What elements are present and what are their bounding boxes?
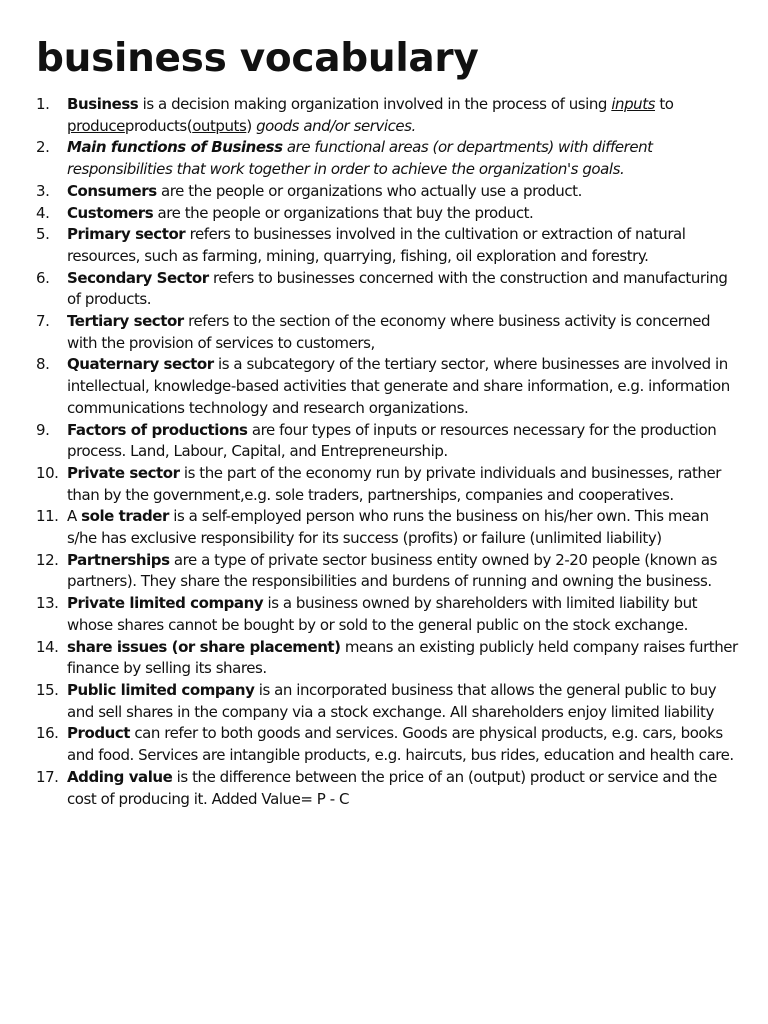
vocab-item xyxy=(36,463,738,506)
vocab-underlined: produce xyxy=(67,116,125,135)
vocab-term: sole trader xyxy=(81,507,169,526)
vocab-term: Secondary Sector xyxy=(67,268,209,287)
vocab-definition: to xyxy=(655,95,674,113)
vocab-item-number: 1. xyxy=(36,95,50,113)
vocab-item xyxy=(36,506,738,549)
vocab-item xyxy=(36,767,738,810)
vocab-definition: is a self-employed person who runs the business on his/her own. This mean s/he has exclusive responsibility for its success (profits) or failure (unlimited liability) xyxy=(67,507,709,548)
vocab-item-text xyxy=(67,594,697,634)
vocab-term: Customers xyxy=(67,203,154,222)
vocab-definition: products( xyxy=(124,116,193,135)
vocab-item-text xyxy=(67,204,533,222)
vocab-item xyxy=(36,723,738,766)
vocab-item-number: 8. xyxy=(36,355,50,374)
vocab-item-number: 10. xyxy=(36,463,59,482)
vocab-item-text xyxy=(67,724,734,764)
vocab-term: Public limited company xyxy=(67,680,255,699)
vocab-item xyxy=(36,354,738,419)
vocab-item-text xyxy=(67,421,716,461)
vocab-term: Private limited company xyxy=(67,594,264,613)
vocab-item xyxy=(36,550,738,593)
vocab-term: Main functions of Business xyxy=(67,138,283,157)
vocab-definition: is a subcategory of the tertiary sector, where businesses are involved in intellectual, knowledge-based activities that generate and share information, e.g. information communications technology and research organizations. xyxy=(67,355,730,417)
vocab-definition: refers to businesses involved in the cultivation or extraction of natural resources, such as farming, mining, quarrying, fishing, oil exploration and forestry. xyxy=(67,225,686,265)
vocab-definition: are four types of inputs or resources necessary for the production process. Land, Labour, Capital, and Entrepreneurship. xyxy=(67,420,717,461)
vocab-item-text xyxy=(67,464,721,504)
vocab-item xyxy=(36,181,738,203)
vocab-item-text xyxy=(67,225,686,265)
vocab-item-number: 13. xyxy=(36,594,59,613)
vocab-definition: refers to businesses concerned with the construction and manufacturing of products. xyxy=(67,268,728,309)
vocabulary-list xyxy=(36,94,738,810)
vocab-item-text xyxy=(67,138,653,178)
vocab-item xyxy=(36,311,738,354)
vocab-definition: is a business owned by shareholders with limited liability but whose shares cannot be bought by or sold to the general public on the stock exchange. xyxy=(67,594,698,634)
vocab-item-number: 3. xyxy=(36,181,50,200)
vocab-item-text xyxy=(67,681,716,721)
vocab-item xyxy=(36,420,738,463)
vocab-item xyxy=(36,593,738,636)
page-title: business vocabulary xyxy=(36,36,479,81)
vocab-emphasis: goods and/or services. xyxy=(256,116,416,135)
vocab-item xyxy=(36,137,738,180)
vocab-item xyxy=(36,268,738,311)
vocab-item-number: 15. xyxy=(36,680,59,699)
vocab-term: Factors of productions xyxy=(67,420,248,439)
vocab-item xyxy=(36,680,738,723)
vocab-definition: can refer to both goods and services. Goods are physical products, e.g. cars, books and food. Services are intangible products, e.g. haircuts, bus rides, education and health care. xyxy=(67,724,734,765)
vocab-term: Tertiary sector xyxy=(67,312,184,331)
vocab-term: Product xyxy=(67,724,131,743)
vocab-term: Partnerships xyxy=(67,550,170,569)
vocab-item-text xyxy=(67,182,582,200)
vocab-term: Private sector xyxy=(67,463,180,482)
vocab-item-text xyxy=(67,355,730,416)
vocab-emphasis: are functional areas (or departments) with different responsibilities that work together in order to achieve the organization's goals. xyxy=(67,138,653,179)
vocab-term: Primary sector xyxy=(67,225,186,244)
vocab-definition: is the part of the economy run by private individuals and businesses, rather than by the government,e.g. sole traders, partnerships, companies and cooperatives. xyxy=(67,463,721,504)
vocab-item xyxy=(36,637,738,680)
vocab-item-number: 4. xyxy=(36,203,50,222)
vocab-underlined-emphasis: inputs xyxy=(611,95,656,113)
vocab-item-text xyxy=(67,551,717,591)
vocab-term: Adding value xyxy=(67,767,173,786)
vocab-item-text xyxy=(67,95,674,135)
vocab-definition: means an existing publicly held company raises further finance by selling its shares. xyxy=(67,637,738,678)
vocab-item-number: 14. xyxy=(36,637,59,656)
vocab-definition: are the people or organizations who actually use a product. xyxy=(156,181,582,200)
vocab-item xyxy=(36,94,738,137)
vocab-item-number: 17. xyxy=(36,767,59,786)
vocab-definition: are the people or organizations that buy the product. xyxy=(153,203,534,222)
vocab-definition: are a type of private sector business entity owned by 2-20 people (known as partners). They share the responsibilities and burdens of running and owning the business. xyxy=(67,550,717,591)
vocab-term: Business xyxy=(67,95,139,113)
vocab-item-number: 11. xyxy=(36,507,59,526)
vocab-term: Quaternary sector xyxy=(67,355,214,374)
vocab-item xyxy=(36,203,738,225)
vocab-item-text xyxy=(67,768,717,808)
vocab-definition: A xyxy=(67,507,82,526)
vocab-term: Consumers xyxy=(67,181,157,200)
vocab-item xyxy=(36,224,738,267)
vocab-item-text xyxy=(67,269,727,309)
vocab-item-number: 16. xyxy=(36,724,59,743)
vocab-definition: refers to the section of the economy where business activity is concerned with the provision of services to customers, xyxy=(67,312,711,352)
vocab-item-number: 9. xyxy=(36,420,50,439)
vocab-underlined: outputs xyxy=(192,116,247,135)
vocab-definition: is a decision making organization involved in the process of using xyxy=(138,95,612,113)
vocab-item-number: 12. xyxy=(36,550,59,569)
vocab-item-number: 5. xyxy=(36,225,50,244)
vocab-item-text xyxy=(67,312,710,352)
vocab-definition: is an incorporated business that allows the general public to buy and sell shares in the company via a stock exchange. All shareholders enjoy limited liability xyxy=(67,680,717,721)
vocab-item-number: 7. xyxy=(36,312,50,331)
vocab-definition: ) xyxy=(246,116,257,135)
vocab-term: share issues (or share placement) xyxy=(67,637,341,656)
vocab-item-text xyxy=(67,507,709,547)
vocab-item-number: 6. xyxy=(36,268,50,287)
vocab-item-number: 2. xyxy=(36,138,50,157)
vocab-definition: is the difference between the price of an (output) product or service and the cost of producing it. Added Value= P - C xyxy=(67,767,717,808)
vocab-item-text xyxy=(67,638,738,678)
